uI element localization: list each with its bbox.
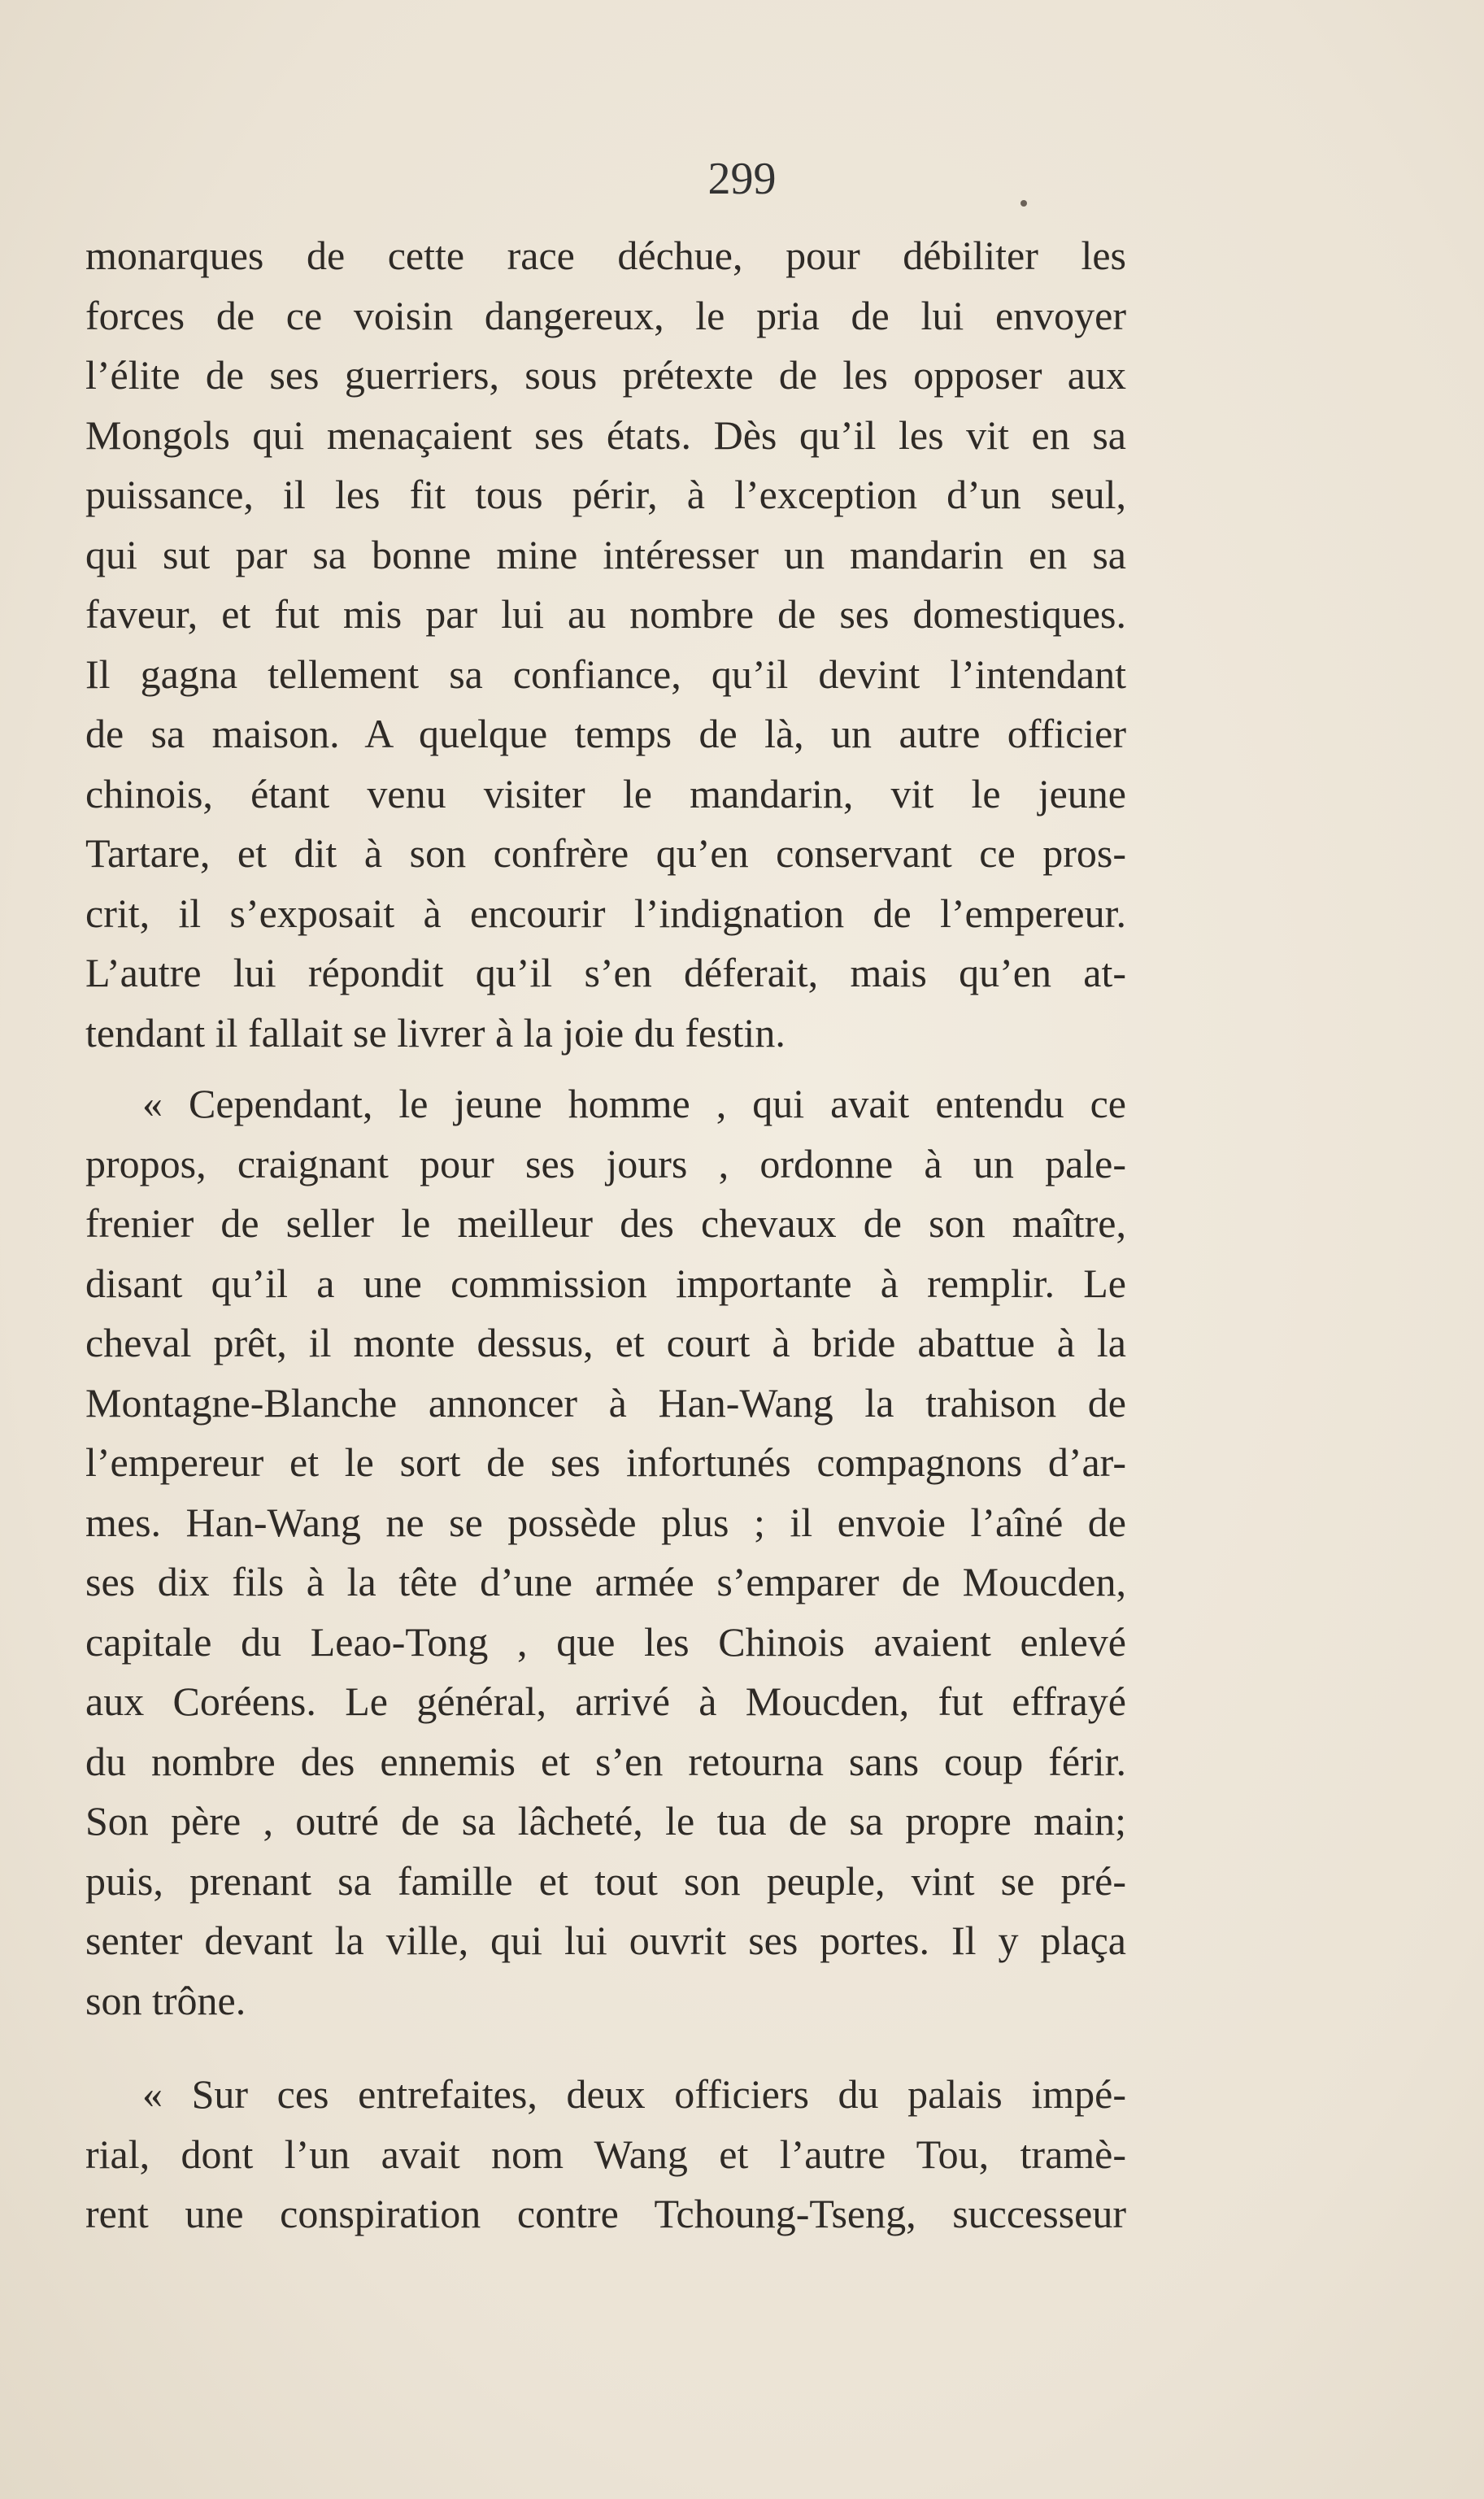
text-line: faveur, et fut mis par lui au nombre de ses domestiques.	[85, 591, 1126, 637]
text-line: du nombre des ennemis et s’en retourna sans coup férir.	[85, 1738, 1126, 1784]
text-line: « Cependant, le jeune homme , qui avait entendu ce	[142, 1081, 1126, 1126]
text-line: frenier de seller le meilleur des chevaux de son maître,	[85, 1200, 1126, 1246]
text-line: crit, il s’exposait à encourir l’indignation de l’empereur.	[85, 890, 1126, 936]
page-number: 299	[707, 154, 777, 204]
text-line: puissance, il les fit tous périr, à l’exception d’un seul,	[85, 472, 1126, 517]
text-line: Il gagna tellement sa confiance, qu’il devint l’intendant	[85, 651, 1126, 697]
text-line: Tartare, et dit à son confrère qu’en conservant ce pros-	[85, 830, 1126, 876]
text-line: aux Coréens. Le général, arrivé à Moucden, fut effrayé	[85, 1678, 1126, 1724]
text-line: l’élite de ses guerriers, sous prétexte de les opposer aux	[85, 352, 1126, 398]
text-line: propos, craignant pour ses jours , ordonne à un pale-	[85, 1140, 1126, 1186]
paragraph-3	[85, 2065, 1126, 2244]
text-line: « Sur ces entrefaites, deux officiers du palais impé-	[142, 2071, 1126, 2117]
text-line: son trône.	[85, 1977, 246, 2023]
paragraph-2	[85, 1074, 1126, 2031]
text-line: Son père , outré de sa lâcheté, le tua de sa propre main;	[85, 1798, 1126, 1844]
text-line: monarques de cette race déchue, pour débiliter les	[85, 233, 1126, 278]
ink-speck	[1021, 200, 1027, 207]
text-line: l’empereur et le sort de ses infortunés compagnons d’ar-	[85, 1439, 1126, 1485]
text-line: capitale du Leao-Tong , que les Chinois avaient enlevé	[85, 1618, 1126, 1665]
text-line: disant qu’il a une commission importante à remplir. Le	[85, 1260, 1126, 1306]
text-line: tendant il fallait se livrer à la joie du festin.	[85, 1009, 786, 1056]
text-line: puis, prenant sa famille et tout son peuple, vint se pré-	[85, 1857, 1126, 1904]
text-line: chinois, étant venu visiter le mandarin, vit le jeune	[85, 770, 1126, 816]
text-line: rial, dont l’un avait nom Wang et l’autre Tou, tramè-	[85, 2131, 1126, 2177]
paragraph-1	[85, 226, 1126, 1063]
text-line: senter devant la ville, qui lui ouvrit ses portes. Il y plaça	[85, 1918, 1126, 1963]
text-line: mes. Han-Wang ne se possède plus ; il envoie l’aîné de	[85, 1499, 1126, 1545]
text-line: cheval prêt, il monte dessus, et court à bride abattue à la	[85, 1320, 1126, 1365]
text-line: ses dix fils à la tête d’une armée s’emparer de Moucden,	[85, 1559, 1126, 1604]
text-line: forces de ce voisin dangereux, le pria de lui envoyer	[85, 292, 1126, 338]
text-line: rent une conspiration contre Tchoung-Tseng, successeur	[85, 2191, 1126, 2236]
body-text	[85, 226, 1126, 2244]
text-line: qui sut par sa bonne mine intéresser un mandarin en sa	[85, 531, 1126, 577]
text-line: Mongols qui menaçaient ses états. Dès qu’il les vit en sa	[85, 411, 1126, 458]
text-line: Montagne-Blanche annoncer à Han-Wang la trahison de	[85, 1379, 1126, 1426]
text-line: de sa maison. A quelque temps de là, un autre officier	[85, 711, 1126, 756]
text-line: L’autre lui répondit qu’il s’en déferait, mais qu’en at-	[85, 950, 1126, 995]
